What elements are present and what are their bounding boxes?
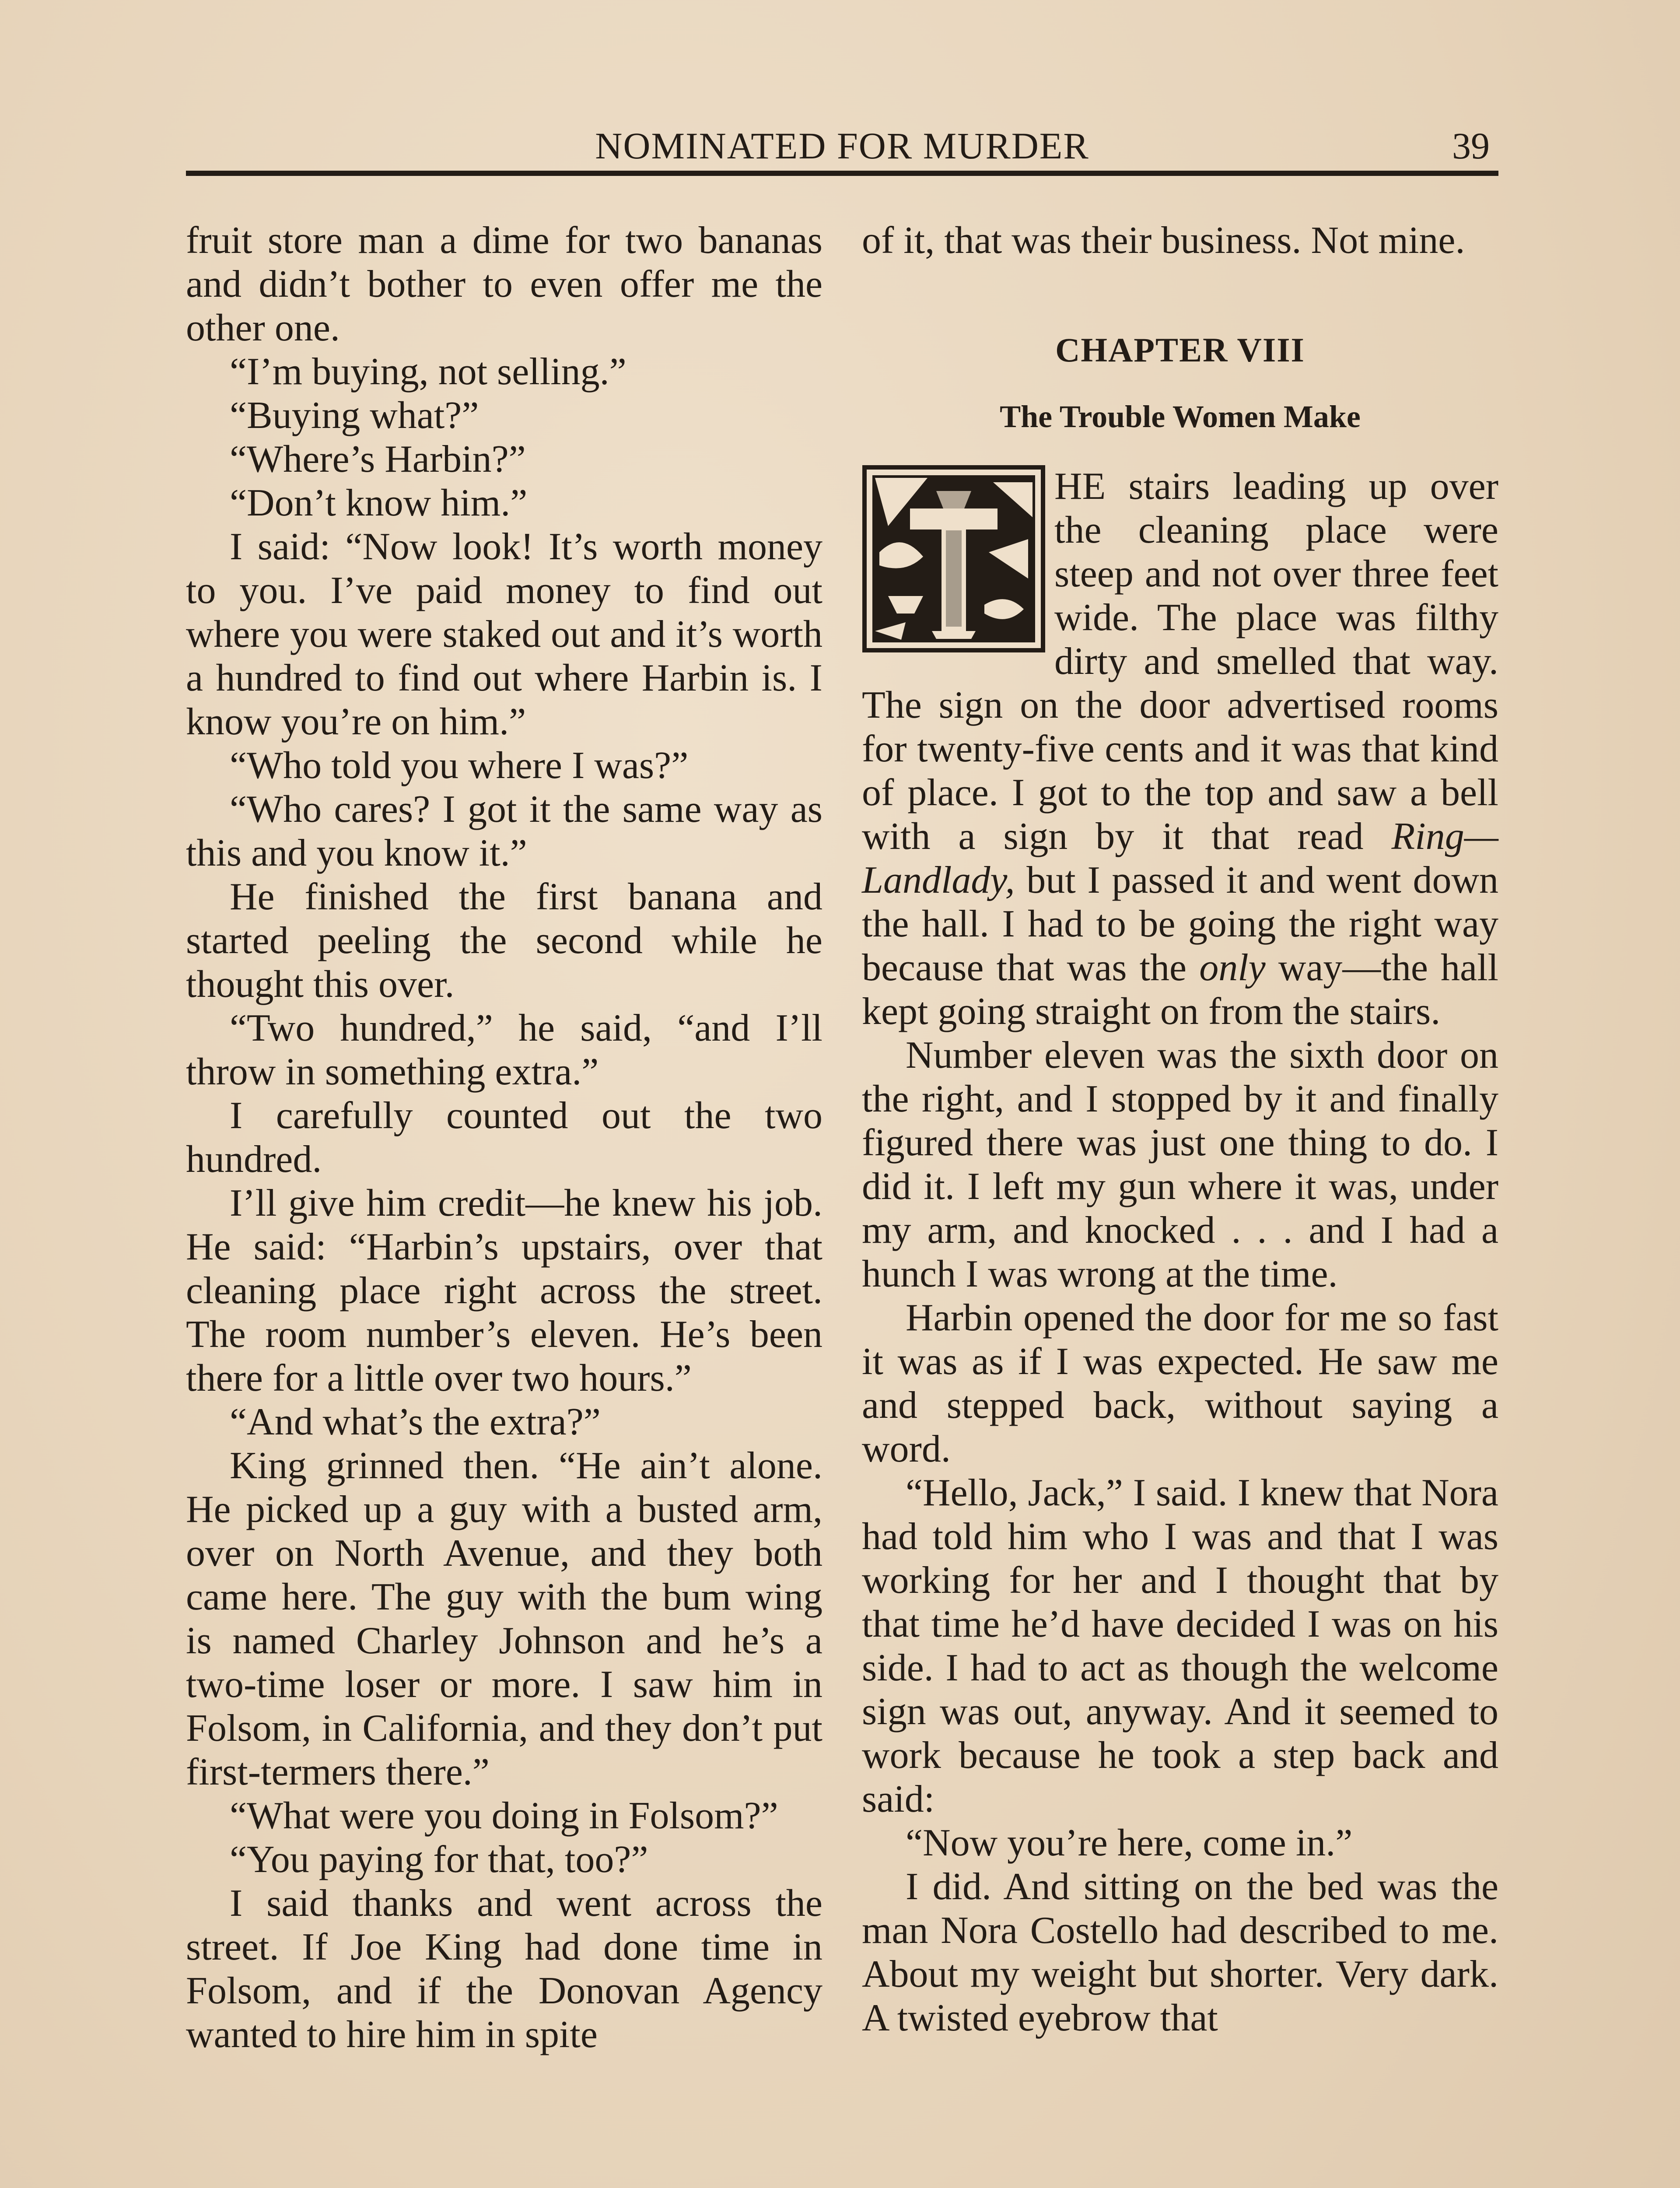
paragraph: “Buying what?” [230, 394, 479, 437]
running-title: NOMINATED FOR MURDER [595, 125, 1089, 167]
left-column [186, 219, 822, 2057]
paragraph: of it, that was their business. Not mine. [862, 219, 1465, 262]
right-column [862, 219, 1498, 2040]
paragraph: “What were you doing in Folsom?” [230, 1795, 778, 1837]
paragraph: “Hello, Jack,” I said. I knew that Nora had told him who I was and that I was working for her and I thought that by that time he’d have decided I was on his side. I had to act as though the welcome sign was out, anyway. And it seemed to work because he took a step back and said: [862, 1472, 1498, 1820]
paragraph: fruit store man a dime for two bananas and didn’t bother to even offer me the other one. [186, 219, 822, 349]
chapter-title: CHAPTER VIII [1055, 331, 1305, 369]
paragraph: King grinned then. “He ain’t alone. He picked up a guy with a busted arm, over on North Avenue, and they both came here. The guy with the bum wing is named Charley Johnson and he’s a two-time loser or more. I saw him in Folsom, in California, and they don’t put first-termers there.” [186, 1445, 822, 1793]
drop-cap-text-end: way—the hall kept going straight on from the stairs. [862, 947, 1498, 1033]
paragraph: “You paying for that, too?” [230, 1838, 648, 1881]
header-rule [186, 171, 1498, 176]
paragraph: He finished the first banana and started peeling the second while he thought this over. [186, 876, 822, 1006]
drop-cap-text: HE stairs leading up over the cleaning place were steep and not over three feet wide. The place was filthy dirty and smelled that way. The sign on the door advertised rooms for twenty-five cents and it was that kind of place. I got to the top and saw a bell with a sign by it that read [862, 465, 1498, 858]
paragraph: “And what’s the extra?” [230, 1401, 601, 1443]
paragraph: I carefully counted out the two hundred. [186, 1094, 822, 1181]
paragraph: “Don’t know him.” [230, 482, 528, 524]
paragraph: “Two hundred,” he said, “and I’ll throw in something extra.” [186, 1007, 822, 1093]
drop-cap-text-continued: but I passed it and went down the hall. I had to be going the right way because that was the [862, 859, 1498, 989]
paragraph: “Now you’re here, come in.” [906, 1822, 1353, 1864]
chapter-opening-paragraph [862, 465, 1498, 1034]
paragraph: I said thanks and went across the street. If Joe King had done time in Folsom, and if the Donovan Agency wanted to hire him in spite [186, 1882, 822, 2056]
paragraph: “Who cares? I got it the same way as this and you know it.” [186, 788, 822, 874]
chapter-subtitle: The Trouble Women Make [1000, 399, 1361, 434]
paragraph: Number eleven was the sixth door on the right, and I stopped by it and finally figured there was just one thing to do. I did it. I left my gun where it was, under my arm, and knocked . . . and I had a hunch I was wrong at the time. [862, 1034, 1498, 1295]
paragraph: “Where’s Harbin?” [230, 438, 526, 480]
paragraph: “I’m buying, not selling.” [230, 351, 626, 393]
paragraph: I’ll give him credit—he knew his job. He said: “Harbin’s upstairs, over that cleaning place right across the street. The room number’s eleven. He’s been there for a little over two hours.” [186, 1182, 822, 1399]
page-number: 39 [1452, 125, 1490, 167]
paragraph: “Who told you where I was?” [230, 744, 689, 787]
woodcut-letter-t-icon [862, 465, 1046, 653]
paragraph: I said: “Now look! It’s worth money to you. I’ve paid money to find out where you were staked out and it’s worth a hundred to find out where Harbin is. I know you’re on him.” [186, 526, 822, 743]
running-header [186, 120, 1498, 173]
paragraph: I did. And sitting on the bed was the man Nora Costello had described to me. About my weight but shorter. Very dark. A twisted eyebrow that [862, 1865, 1498, 2039]
sign-text: Ring—Landlady, [862, 815, 1498, 901]
emphasis-word: only [1199, 947, 1266, 989]
paragraph: Harbin opened the door for me so fast it was as if I was expected. He saw me and stepped back, without saying a word. [862, 1297, 1498, 1470]
drop-cap-ornament [862, 465, 1046, 653]
